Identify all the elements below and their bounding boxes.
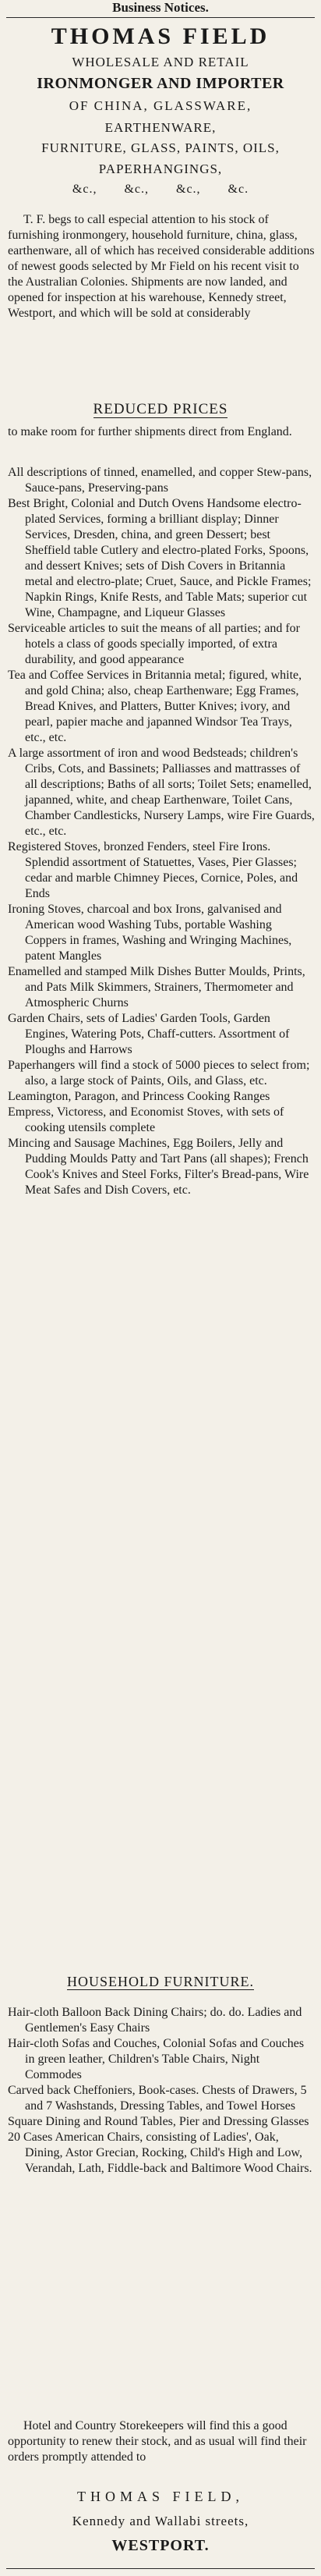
list-item: Empress, Victoress, and Economist Stoves, with sets of cooking utensils complete [8, 1105, 284, 1134]
signature-name: THOMAS FIELD, [76, 2489, 244, 2504]
list-item: Leamington, Paragon, and Princess Cooking Ranges [8, 1090, 270, 1103]
list-item: Garden Chairs, sets of Ladies' Garden Tools, Garden Engines, Watering Pots, Chaff-cutters. Assortment of Ploughs and Harrows [8, 1012, 290, 1056]
trade-line-2: IRONMONGER AND IMPORTER [37, 75, 284, 92]
list-item: Ironing Stoves, charcoal and box Irons, galvanised and American wood Washing Tubs, portable Washing Coppers in frames, Washing and Wringing Machines, patent Mangles [8, 903, 292, 963]
list-item: Best Bright, Colonial and Dutch Ovens Handsome electro-plated Services, forming a brilliant display; Dinner Services, Dresden, china, and green Dessert; best Sheffield table Cutlery and electro-plated Forks, Spoons, and dessert Knives; sets of Dish Covers in Britannia metal and electro-plate; Cruet, Sauce, and Pickle Frames; Napkin Rings, Knife Rests, and Table Mats; superior cut Wine, Champagne, and Liqueur Glasses [8, 497, 312, 619]
list-item: A large assortment of iron and wood Bedsteads; children's Cribs, Cots, and Bassinets; Palliasses and mattrasses of all descriptions; Baths of all sorts; Toilet Sets; enamelled, japanned, white, and cheap Earthenware, Toilet Cans, Chamber Candlesticks, Nursery Lamps, wire Fire Guards, etc., etc. [8, 747, 315, 838]
header-rule [6, 17, 315, 18]
list-item: Paperhangers will find a stock of 5000 pieces to select from; also, a large stock of Paints, Oils, and Glass, etc. [8, 1059, 310, 1088]
list-item: Registered Stoves, bronzed Fenders, steel Fire Irons. Splendid assortment of Statuettes, Vases, Pier Glasses; cedar and marble Chimney Pieces, Cornice, Poles, and Ends [8, 840, 298, 900]
items-list [8, 465, 315, 1198]
intro-paragraph: T. F. begs to call especial attention to his stock of furnishing ironmongery, household furniture, china, glass, earthenware, all of which has received considerable additions of newest goods selected by Mr Field on his recent visit to the Australian Colonies. Shipments are now landed, and opened for inspection at his warehouse, Kennedy street, Westport, and which will be sold at considerably [8, 213, 315, 320]
furniture-heading: HOUSEHOLD FURNITURE. [67, 1974, 254, 1989]
footer-rule [6, 2568, 315, 2569]
firm-name: THOMAS FIELD [51, 23, 270, 49]
list-item: Mincing and Sausage Machines, Egg Boilers, Jelly and Pudding Moulds Patty and Tart Pans (all shapes); French Cook's Knives and Steel Forks, Filter's Bread-pans, Wire Meat Safes and Dish Covers, etc. [8, 1137, 309, 1197]
list-item: Serviceable articles to suit the means of all parties; and for hotels a class of goods specially imported, of extra durability, and good appearance [8, 622, 300, 666]
reduced-prices-text: to make room for further shipments direct from England. [8, 425, 292, 438]
list-item: 20 Cases American Chairs, consisting of Ladies', Oak, Dining, Astor Grecian, Rocking, Child's High and Low, Verandah, Lath, Fiddle-back and Baltimore Wood Chairs. [8, 2131, 312, 2175]
trade-line-3: OF CHINA, GLASSWARE, [69, 98, 252, 113]
trade-line-4: EARTHENWARE, [104, 120, 217, 135]
trade-line-5: FURNITURE, GLASS, PAINTS, OILS, [41, 140, 280, 155]
signature-address: Kennedy and Wallabi streets, [72, 2514, 249, 2528]
list-item: Square Dining and Round Tables, Pier and Dressing Glasses [8, 2115, 309, 2128]
list-item: Tea and Coffee Services in Britannia metal; figured, white, and gold China; also, cheap Earthenware; Egg Frames, Bread Knives, and Platters, Butter Knives; ivory, and pearl, papier mache and japanned Windsor Tea Trays, etc., etc. [8, 669, 302, 744]
list-item: Carved back Cheffoniers, Book-cases. Chests of Drawers, 5 and 7 Washstands, Dressing Tables, and Towel Horses [8, 2084, 307, 2113]
signature-town: WESTPORT. [111, 2537, 210, 2554]
furniture-list [8, 2005, 315, 2177]
list-item: Enamelled and stamped Milk Dishes Butter Moulds, Prints, and Pats Milk Skimmers, Strainers, Thermometer and Atmospheric Churns [8, 965, 305, 1009]
trade-line-1: WHOLESALE AND RETAIL [72, 55, 249, 69]
list-item: Hair-cloth Balloon Back Dining Chairs; do. do. Ladies and Gentlemen's Easy Chairs [8, 2006, 302, 2035]
closing-paragraph: Hotel and Country Storekeepers will find this a good opportunity to renew their stock, and as usual will find their orders promptly attended to [8, 2419, 307, 2464]
section-header: Business Notices. [112, 0, 209, 15]
list-item: All descriptions of tinned, enamelled, and copper Stew-pans, Sauce-pans, Preserving-pans [8, 466, 312, 495]
trade-line-7: &c., &c., &c., &c. [72, 183, 249, 196]
list-item: Hair-cloth Sofas and Couches, Colonial Sofas and Couches in green leather, Children's Table Chairs, Night Commodes [8, 2037, 305, 2081]
reduced-prices-heading: REDUCED PRICES [93, 401, 228, 417]
trade-line-6: PAPERHANGINGS, [98, 161, 223, 176]
